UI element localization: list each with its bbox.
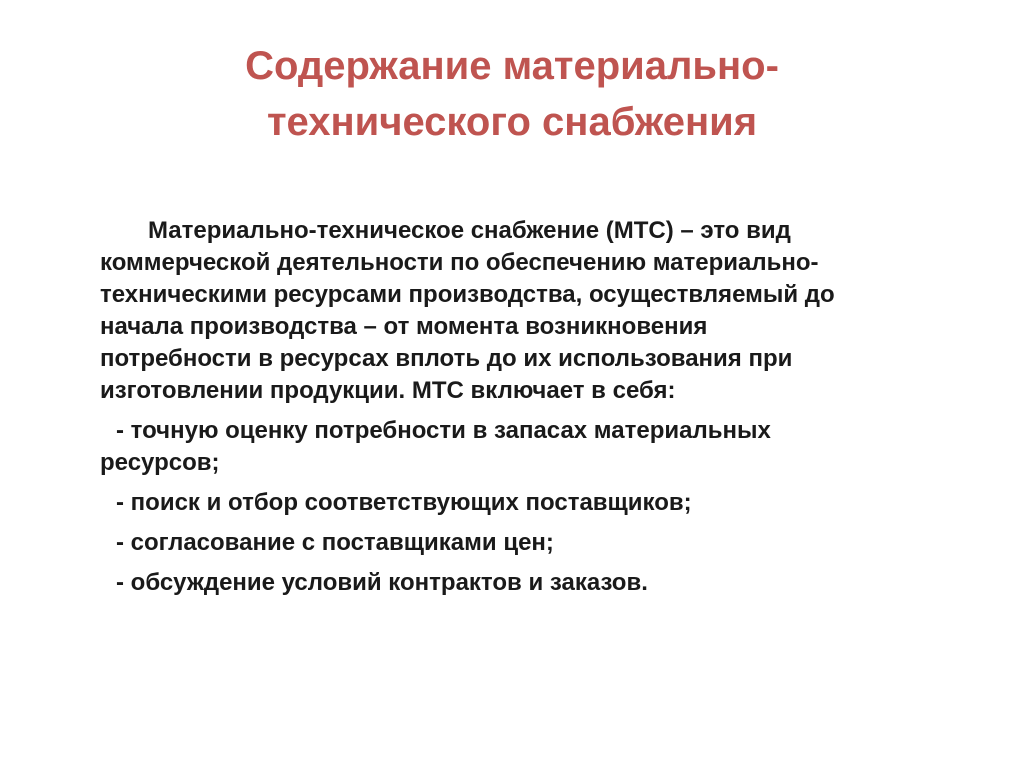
list-item-line: - согласование с поставщиками цен; (116, 529, 554, 556)
list-item-line: - обсуждение условий контрактов и заказов. (116, 569, 648, 596)
paragraph-line: потребности в ресурсах вплоть до их использования при (100, 345, 793, 372)
list-item (100, 415, 950, 479)
list-item-line: - точную оценку потребности в запасах материальных (116, 417, 771, 444)
paragraph-line: коммерческой деятельности по обеспечению материально- (100, 249, 819, 276)
slide-title-line: технического снабжения (266, 100, 758, 144)
paragraph-line: начала производства – от момента возникновения (100, 313, 708, 340)
definition-paragraph (100, 215, 950, 407)
slide-body (100, 215, 950, 599)
paragraph-line: техническими ресурсами производства, осуществляемый до (100, 281, 835, 308)
list-item (100, 527, 950, 559)
list-item-line: ресурсов; (100, 449, 220, 476)
list-item-line: - поиск и отбор соответствующих поставщиков; (116, 489, 692, 516)
slide-title (100, 38, 924, 150)
list-item (100, 567, 950, 599)
list-item (100, 487, 950, 519)
paragraph-line: изготовлении продукции. МТС включает в себя: (100, 377, 676, 404)
paragraph-line: Материально-техническое снабжение (МТС) – это вид (148, 217, 791, 244)
slide-title-line: Содержание материально- (245, 44, 779, 88)
